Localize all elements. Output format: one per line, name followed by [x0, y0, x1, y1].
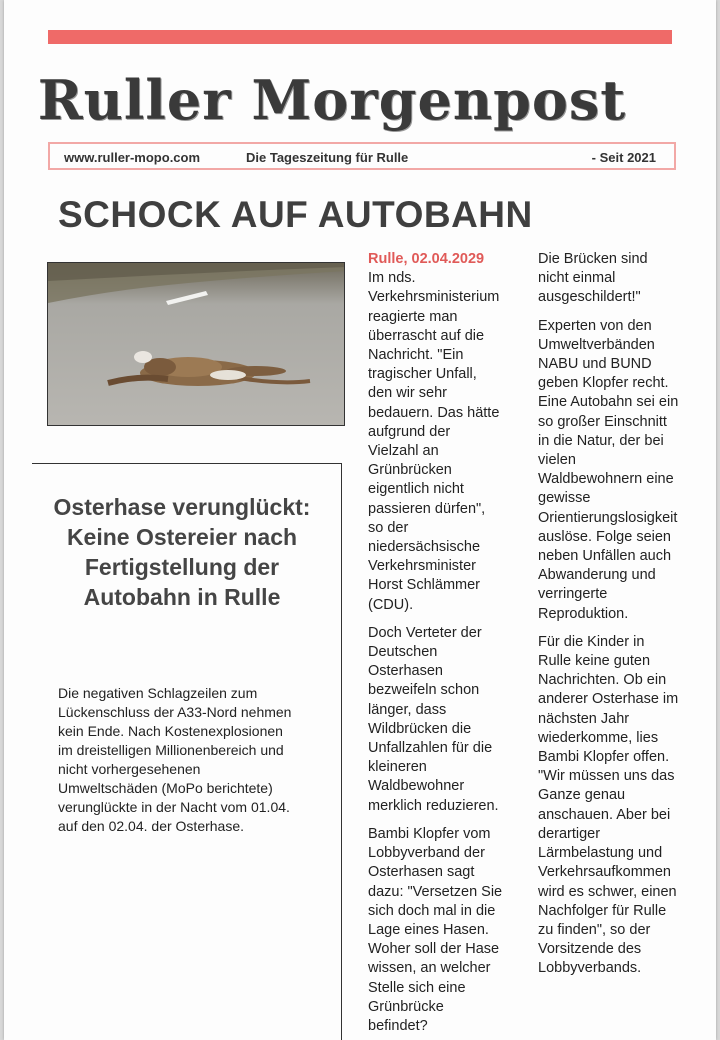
- top-accent-bar: [48, 30, 672, 44]
- col2-paragraph-3: Für die Kinder in Rulle keine guten Nachrichten. Ob ein anderer Osterhase im nächsten Jahr wiederkomme, lies Bambi Klopfer offen. "Wir müssen uns das Ganze genau anschauen. Aber bei derartiger Lärmbelastung und Verkehrsaufkommen wird es schwer, einen Nachfolger für Rulle zu finden", so der Vorsitzende des Lobbyverbands.: [538, 633, 679, 977]
- article-column-2: [538, 250, 708, 988]
- masthead-title: Ruller Morgenpost: [37, 68, 627, 132]
- info-bar: [48, 142, 676, 170]
- dateline: Rulle, 02.04.2029: [368, 251, 485, 267]
- lead-paragraph: Die negativen Schlagzeilen zum Lückenschluss der A33-Nord nehmen kein Ende. Nach Kostenexplosionen im dreistelligen Millionenbereich und nicht vorhergesehenen Umweltschäden (MoPo berichtete) verunglückte in der Nacht vom 01.04. auf den 02.04. der Osterhase.: [58, 685, 292, 834]
- main-headline: SCHOCK AUF AUTOBAHN: [58, 194, 533, 235]
- col1-paragraph-1: Im nds. Verkehrsministerium reagierte man überrascht auf die Nachricht. "Ein tragischer Unfall, den wir sehr bedauern. Das hätte aufgrund der Vielzahl an Grünbrücken eigentlich nicht passieren dürfen", so der niedersächsische Verkehrsminister Horst Schlämmer (CDU).: [368, 270, 500, 613]
- subheadline: Osterhase verunglückt: Keine Ostereier nach Fertigstellung der Autobahn in Rulle: [53, 494, 311, 610]
- since-year: - Seit 2021: [591, 150, 656, 165]
- sidebar-box: [32, 463, 342, 1040]
- col2-paragraph-2: Experten von den Umweltverbänden NABU und BUND geben Klopfer recht. Eine Autobahn sei ein so großer Einschnitt in die Natur, der bei vielen Waldbewohnern eine gewisse Orientierungslosigkeit auslöse. Folge seien neben Unfällen auch Abwanderung und verringerte Reproduktion.: [538, 317, 679, 622]
- hare-on-road-photo: [47, 262, 345, 426]
- col2-paragraph-1: Die Brücken sind nicht einmal ausgeschildert!": [538, 251, 648, 306]
- tagline: Die Tageszeitung für Rulle: [246, 150, 409, 165]
- col1-paragraph-3: Bambi Klopfer vom Lobbyverband der Osterhasen sagt dazu: "Versetzen Sie sich doch mal in die Lage eines Hasen. Woher soll der Hase wissen, an welcher Stelle sich eine Grünbrücke befindet?: [368, 825, 503, 1034]
- article-column-1: [368, 250, 528, 1040]
- col1-paragraph-2: Doch Verteter der Deutschen Osterhasen bezweifeln schon länger, dass Wildbrücken die Unfallzahlen für die kleineren Waldbewohner merklich reduzieren.: [368, 624, 499, 814]
- newspaper-page: [4, 0, 716, 1040]
- website-url[interactable]: www.ruller-mopo.com: [64, 150, 201, 165]
